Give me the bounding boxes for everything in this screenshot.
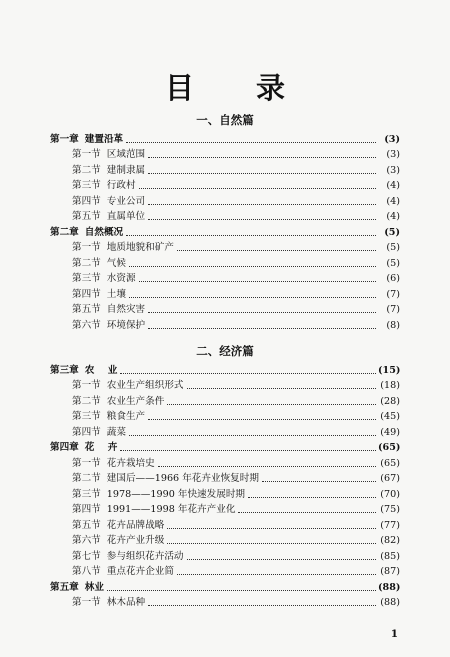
- toc-label: 第四节: [72, 426, 101, 438]
- toc-page: (77): [380, 519, 400, 531]
- dot-leader: [248, 497, 376, 498]
- toc-page: (5): [386, 242, 400, 253]
- toc-section-row: [0, 454, 450, 470]
- toc-section-row: [0, 547, 450, 563]
- toc-page: (70): [380, 488, 400, 500]
- dot-leader: [238, 512, 376, 513]
- toc-label: 第五章: [50, 581, 79, 593]
- toc-title: 花 卉: [84, 442, 118, 453]
- dot-leader: [148, 173, 376, 174]
- toc-label: 第二章: [50, 226, 79, 238]
- toc-page: (4): [386, 195, 400, 207]
- part-title: 二、经济篇: [196, 344, 254, 358]
- toc-title: 粮食生产: [106, 411, 146, 422]
- toc-label: 第四节: [72, 504, 101, 515]
- toc-section-row: [0, 192, 450, 208]
- toc-label: 第三节: [72, 273, 101, 284]
- dot-leader: [126, 235, 376, 236]
- dot-leader: [107, 590, 376, 591]
- dot-leader: [126, 142, 376, 143]
- toc-label: 第一章: [50, 133, 79, 145]
- part-title: 一、自然篇: [196, 113, 254, 127]
- toc-title: 环境保护: [106, 319, 146, 331]
- dot-leader: [148, 328, 376, 329]
- dot-leader: [167, 543, 376, 544]
- toc-section-row: [0, 161, 450, 177]
- toc-title: 农业生产组织形式: [106, 380, 184, 391]
- toc-section-row: [0, 516, 450, 532]
- toc-label: 第七节: [72, 550, 101, 562]
- dot-leader: [129, 435, 376, 436]
- dot-leader: [158, 466, 376, 467]
- dot-leader: [148, 219, 376, 220]
- toc-section-row: [0, 208, 450, 224]
- dot-leader: [139, 188, 376, 189]
- toc-section-row: [0, 423, 450, 439]
- page-title: 目 录: [164, 71, 312, 105]
- toc-chapter-row: [0, 439, 450, 455]
- toc-title: 农业生产条件: [106, 395, 165, 407]
- toc-title: 建国后——1966 年花卉业恢复时期: [106, 473, 259, 484]
- toc-title: 自然概况: [84, 226, 124, 238]
- toc-page: (3): [384, 133, 400, 145]
- dot-leader: [167, 528, 376, 529]
- toc-title: 花卉品牌战略: [106, 519, 165, 531]
- dot-leader: [187, 388, 376, 389]
- toc-page: (3): [386, 164, 400, 176]
- toc-label: 第一节: [72, 597, 101, 608]
- toc-title: 土壤: [106, 288, 126, 300]
- toc-page: (4): [386, 211, 400, 222]
- toc-page: (65): [378, 442, 401, 453]
- dot-leader: [129, 266, 376, 267]
- toc-section-row: [0, 532, 450, 548]
- toc-label: 第八节: [72, 566, 101, 577]
- toc-title: 水资源: [106, 273, 136, 284]
- toc-label: 第一节: [72, 380, 101, 391]
- toc-section-row: [0, 377, 450, 393]
- toc-page: (7): [386, 288, 400, 300]
- toc-section-row: [0, 316, 450, 332]
- toc-section-row: [0, 408, 450, 424]
- toc-title: 区域范围: [106, 149, 146, 160]
- toc-section-row: [0, 563, 450, 579]
- dot-leader: [148, 312, 376, 313]
- toc-page: (8): [386, 319, 400, 331]
- dot-leader: [129, 297, 376, 298]
- toc-section-row: [0, 254, 450, 270]
- page-number: 1: [390, 628, 398, 640]
- dot-leader: [187, 559, 376, 560]
- toc-page: (5): [384, 226, 400, 238]
- toc-title: 行政村: [106, 180, 136, 191]
- toc-label: 第三节: [72, 180, 101, 191]
- toc-label: 第一节: [72, 149, 101, 160]
- toc-title: 自然灾害: [106, 304, 146, 315]
- toc-title: 专业公司: [106, 195, 146, 207]
- toc-title: 1978——1990 年快速发展时期: [106, 488, 246, 500]
- toc-page: (88): [380, 597, 400, 608]
- toc-page: (7): [386, 304, 400, 315]
- toc-label: 第二节: [72, 164, 101, 176]
- toc-page: (82): [380, 535, 400, 546]
- toc-section-row: [0, 285, 450, 301]
- toc-label: 第三节: [72, 411, 101, 422]
- toc-title: 地质地貌和矿产: [106, 242, 174, 253]
- dot-leader: [167, 404, 376, 405]
- toc-page: (67): [380, 473, 400, 484]
- dot-leader: [148, 157, 376, 158]
- toc-title: 农 业: [84, 364, 118, 376]
- toc-chapter-row: [0, 361, 450, 377]
- toc-title: 重点花卉企业简: [106, 566, 174, 577]
- toc-page: (49): [380, 426, 400, 438]
- toc-page: (18): [380, 380, 400, 391]
- toc-label: 第五节: [72, 211, 101, 222]
- toc-title: 建制隶属: [106, 164, 146, 176]
- toc-title: 林木品种: [106, 597, 146, 608]
- dot-leader: [177, 250, 376, 251]
- toc-page: (6): [386, 273, 400, 284]
- toc-label: 第三章: [50, 364, 79, 376]
- toc-label: 第四章: [50, 442, 79, 453]
- toc-title: 花卉栽培史: [106, 457, 155, 469]
- toc-page: (45): [380, 411, 400, 422]
- toc-label: 第六节: [72, 535, 101, 546]
- toc-title: 直属单位: [106, 211, 146, 222]
- toc-label: 第一节: [72, 457, 101, 469]
- toc-page: (85): [380, 550, 400, 562]
- dot-leader: [148, 605, 376, 606]
- toc-title: 参与组织花卉活动: [106, 550, 184, 562]
- dot-leader: [148, 204, 376, 205]
- toc-title: 建置沿革: [84, 133, 124, 145]
- dot-leader: [262, 481, 376, 482]
- toc-page: (4): [386, 180, 400, 191]
- toc-label: 第四节: [72, 195, 101, 207]
- toc-chapter-row: [0, 130, 450, 146]
- toc-page: (87): [380, 566, 400, 577]
- toc-page: (3): [386, 149, 400, 160]
- toc-label: 第五节: [72, 519, 101, 531]
- toc-section-row: [0, 392, 450, 408]
- toc-page: (5): [386, 257, 400, 269]
- toc-page: (88): [378, 581, 401, 593]
- toc-label: 第一节: [72, 242, 101, 253]
- toc-section-row: [0, 485, 450, 501]
- toc-section-row: [0, 301, 450, 317]
- toc-title: 1991——1998 年花卉产业化: [106, 504, 236, 515]
- toc-label: 第二节: [72, 473, 101, 484]
- toc-section-row: [0, 146, 450, 162]
- toc-label: 第二节: [72, 395, 101, 407]
- toc-label: 第三节: [72, 488, 101, 500]
- toc-page: (65): [380, 457, 400, 469]
- toc-title: 蔬菜: [106, 426, 126, 438]
- toc-label: 第四节: [72, 288, 101, 300]
- toc-title: 气候: [106, 257, 126, 269]
- dot-leader: [120, 450, 376, 451]
- toc-chapter-row: [0, 223, 450, 239]
- dot-leader: [139, 281, 376, 282]
- toc-section-row: [0, 270, 450, 286]
- toc-label: 第六节: [72, 319, 101, 331]
- dot-leader: [148, 419, 376, 420]
- toc-section-row: [0, 177, 450, 193]
- toc-page: (15): [378, 364, 401, 376]
- dot-leader: [177, 574, 376, 575]
- toc-chapter-row: [0, 578, 450, 594]
- toc-label: 第五节: [72, 304, 101, 315]
- toc-title: 林业: [84, 581, 104, 593]
- toc-page: (28): [380, 395, 400, 407]
- toc-page: (75): [380, 504, 400, 515]
- dot-leader: [120, 373, 376, 374]
- toc-section-row: [0, 594, 450, 610]
- toc-section-row: [0, 239, 450, 255]
- toc-title: 花卉产业升级: [106, 535, 165, 546]
- toc-section-row: [0, 501, 450, 517]
- toc-section-row: [0, 470, 450, 486]
- toc-label: 第二节: [72, 257, 101, 269]
